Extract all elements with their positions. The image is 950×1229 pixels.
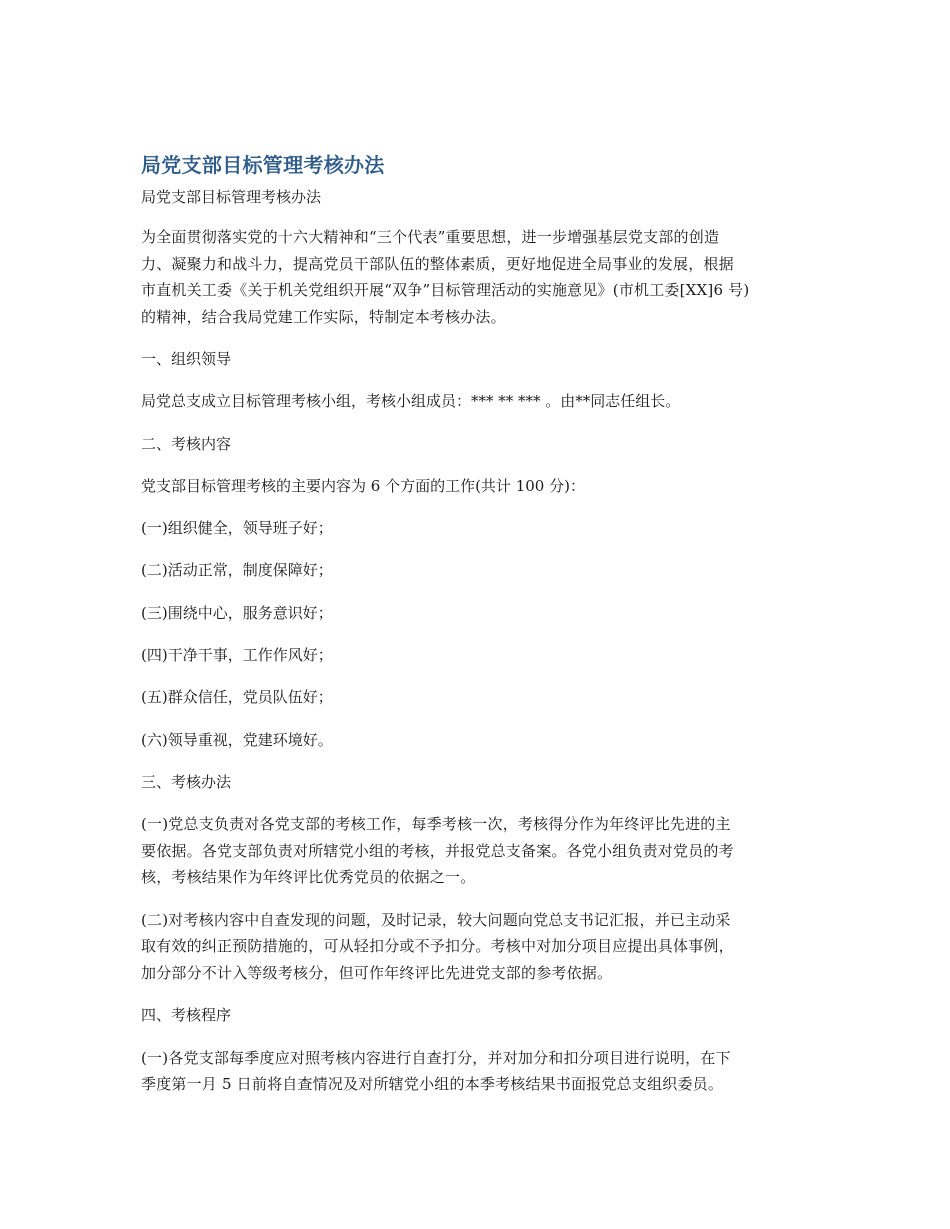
intro-line: 市直机关工委《关于机关党组织开展“双争”目标管理活动的实施意见》(市机工委[XX]6 号) <box>141 281 750 299</box>
section2-item: (一)组织健全，领导班子好； <box>141 519 333 538</box>
section2-item: (六)领导重视，党建环境好。 <box>141 730 333 749</box>
section2-item: (三)围绕中心，服务意识好； <box>141 603 333 622</box>
section4-paragraph-1 <box>141 1045 811 1098</box>
paragraph-line: 取有效的纠正预防措施的，可从轻扣分或不予扣分。考核中对加分项目应提出具体事例， <box>141 937 734 956</box>
section1-heading: 一、组织领导 <box>141 350 232 368</box>
section1-text: 局党总支成立目标管理考核小组，考核小组成员：*** ** *** 。由**同志任组长。 <box>141 392 681 411</box>
paragraph-line: (二)对考核内容中自查发现的问题，及时记录，较大问题向党总支书记汇报，并已主动采 <box>141 910 731 929</box>
section2-heading: 二、考核内容 <box>141 434 232 453</box>
paragraph-line: (一)党总支负责对各党支部的考核工作，每季考核一次，考核得分作为年终评比先进的主 <box>141 815 731 834</box>
paragraph-line: 要依据。各党支部负责对所辖党小组的考核，并报党总支备案。各党小组负责对党员的考 <box>141 841 734 860</box>
section3-paragraph-2 <box>141 907 811 987</box>
paragraph-line: 加分部分不计入等级考核分，但可作年终评比先进党支部的参考依据。 <box>141 963 613 982</box>
intro-line: 为全面贯彻落实党的十六大精神和“三个代表”重要思想，进一步增强基层党支部的创造 <box>141 228 720 246</box>
section2-item: (五)群众信任，党员队伍好； <box>141 688 333 707</box>
document-subtitle: 局党支部目标管理考核办法 <box>141 188 322 206</box>
section2-item: (四)干净干事，工作作风好； <box>141 646 333 665</box>
section2-text: 党支部目标管理考核的主要内容为 6 个方面的工作(共计 100 分)： <box>141 476 585 495</box>
paragraph-line: 季度第一月 5 日前将自查情况及对所辖党小组的本季考核结果书面报党总支组织委员。 <box>141 1075 724 1094</box>
paragraph-line: (一)各党支部每季度应对照考核内容进行自查打分，并对加分和扣分项目进行说明，在下 <box>141 1048 731 1067</box>
section4-heading: 四、考核程序 <box>141 1006 232 1025</box>
section3-heading: 三、考核办法 <box>141 772 232 791</box>
paragraph-line: 核，考核结果作为年终评比优秀党员的依据之一。 <box>141 868 476 887</box>
document-page <box>141 150 811 1114</box>
document-title: 局党支部目标管理考核办法 <box>141 153 385 177</box>
intro-line: 的精神，结合我局党建工作实际，特制定本考核办法。 <box>141 307 506 326</box>
intro-line: 力、凝聚力和战斗力，提高党员干部队伍的整体素质，更好地促进全局事业的发展，根据 <box>141 254 734 273</box>
section2-item: (二)活动正常，制度保障好； <box>141 561 333 580</box>
section3-paragraph-1 <box>141 811 811 891</box>
intro-paragraph <box>141 224 811 330</box>
